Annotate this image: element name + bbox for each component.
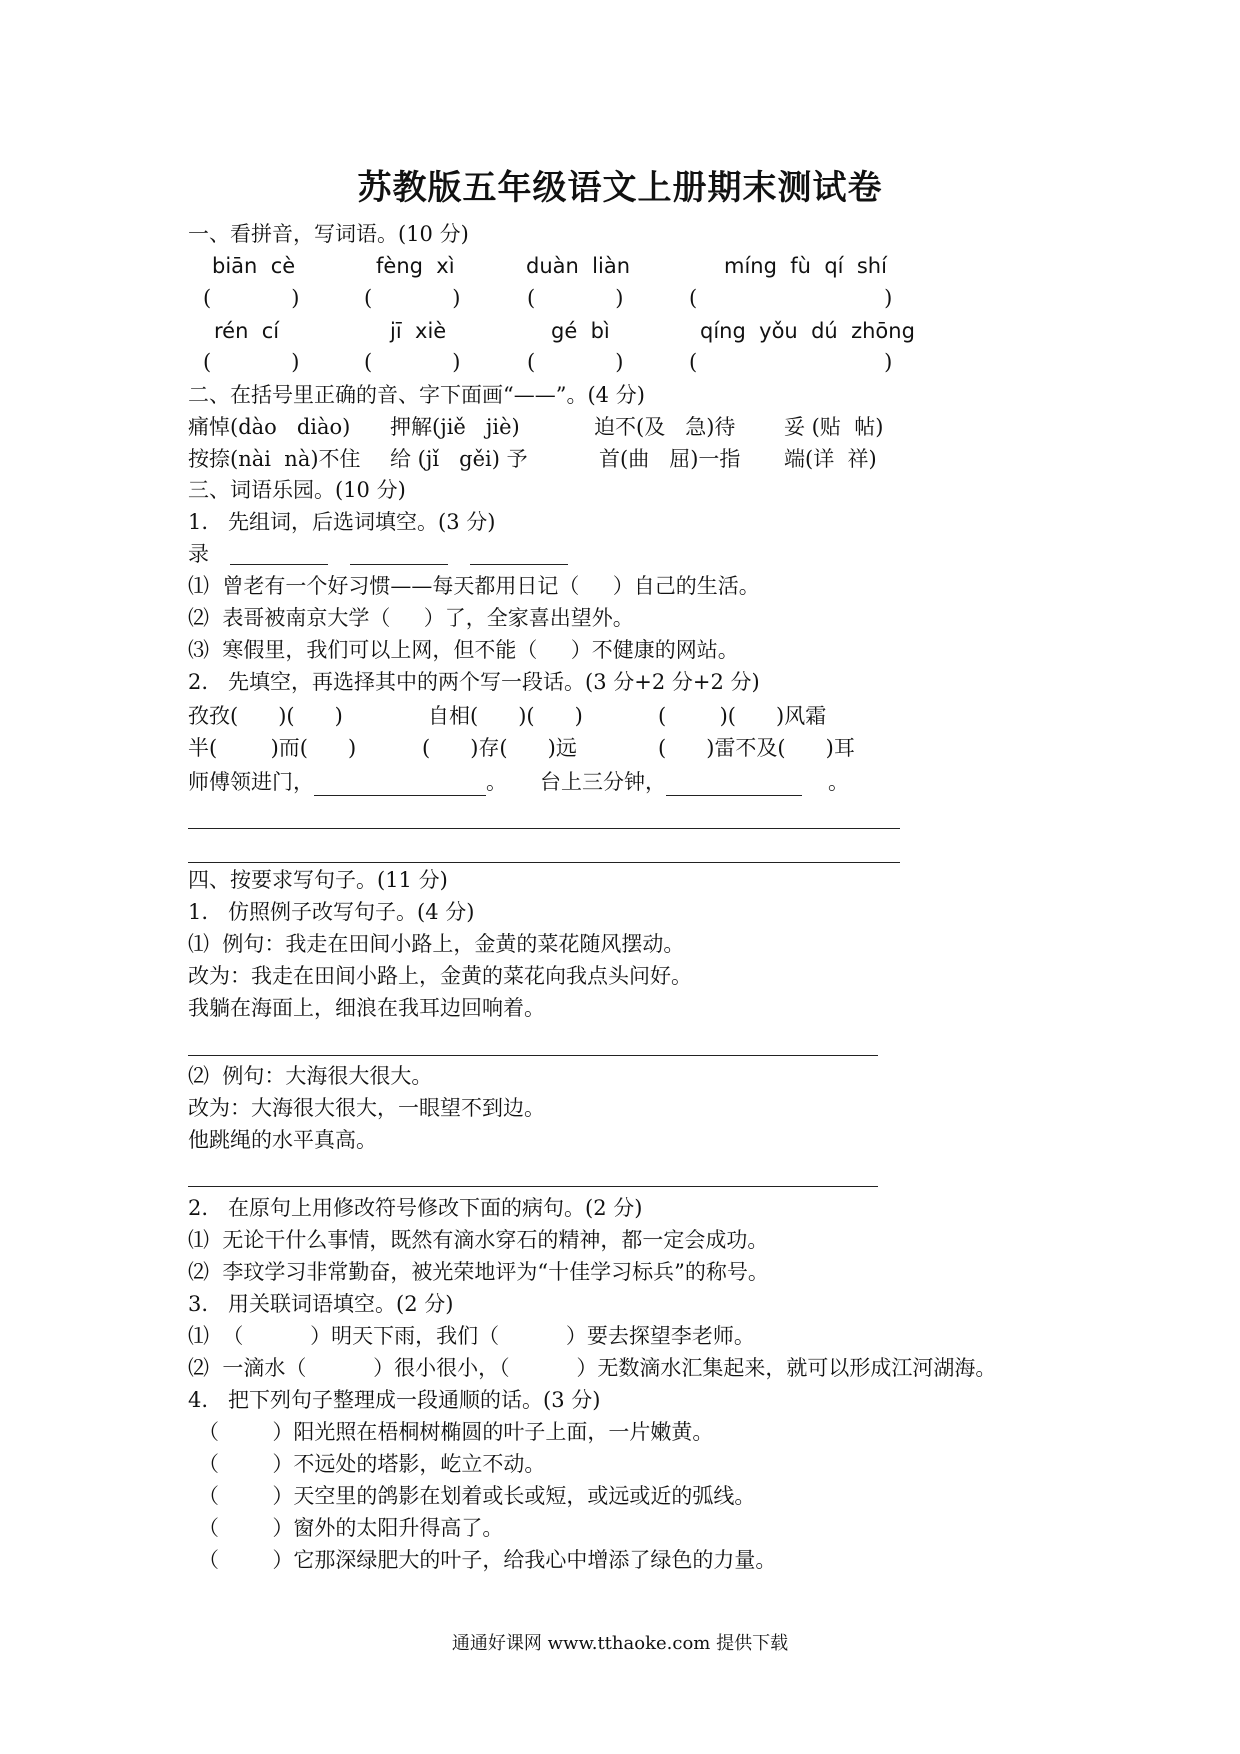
s4-q2-heading: 2. 在原句上用修改符号修改下面的病句。(2 分) <box>188 1196 643 1220</box>
s4-q4-item-4: （ ）窗外的太阳升得高了。 <box>198 1516 504 1540</box>
pinyin-2: fèng xì <box>376 254 455 278</box>
pinyin-6: jī xiè <box>390 319 447 343</box>
page-title: 苏教版五年级语文上册期末测试卷 <box>357 168 883 208</box>
s3-q1-char: 录 <box>188 542 209 566</box>
choice-1: 痛悼(dào diào) <box>188 415 351 439</box>
fill-period-2: 。 <box>828 770 849 794</box>
choice-3: 迫不(及 急)待 <box>594 415 736 439</box>
s4-q4-item-2: （ ）不远处的塔影，屹立不动。 <box>198 1452 546 1476</box>
s4-q4-item-5: （ ）它那深绿肥大的叶子，给我心中增添了绿色的力量。 <box>198 1548 777 1572</box>
answer-box-3[interactable]: ( ) <box>527 286 624 310</box>
s4-q2-item-2: ⑵ 李玟学习非常勤奋，被光荣地评为“十佳学习标兵”的称号。 <box>188 1260 769 1284</box>
word-blank-2[interactable] <box>350 564 448 565</box>
answer-box-5[interactable]: ( ) <box>203 350 300 374</box>
answer-box-7[interactable]: ( ) <box>527 350 624 374</box>
s4-q1-b-example: ⑵ 例句：大海很大很大。 <box>188 1064 433 1088</box>
fill-blank-1[interactable] <box>314 773 486 796</box>
fill-sentence-1-text: 师傅领进门， <box>188 770 314 794</box>
s4-q4-item-1: （ ）阳光照在梧桐树椭圆的叶子上面，一片嫩黄。 <box>198 1420 714 1444</box>
section-3-heading: 三、词语乐园。(10 分) <box>188 478 406 502</box>
pinyin-5: rén cí <box>214 319 280 343</box>
idiom-1: 孜孜( )( ) <box>188 704 343 728</box>
pinyin-3: duàn liàn <box>526 254 631 278</box>
section-4-heading: 四、按要求写句子。(11 分) <box>188 868 448 892</box>
s4-q1-a-change: 改为：我走在田间小路上，金黄的菜花向我点头问好。 <box>188 964 692 988</box>
s4-q1-b-change: 改为：大海很大很大，一眼望不到边。 <box>188 1096 545 1120</box>
s4-q3-heading: 3. 用关联词语填空。(2 分) <box>188 1292 454 1316</box>
choice-5: 按捺(nài nà)不住 <box>188 447 361 471</box>
answer-box-6[interactable]: ( ) <box>364 350 461 374</box>
fill-sentence-2 <box>540 768 849 796</box>
pinyin-1: biān cè <box>212 254 296 278</box>
idiom-6: ( )雷不及( )耳 <box>658 736 855 760</box>
s4-q3-item-2: ⑵ 一滴水（ ）很小很小，（ ）无数滴水汇集起来，就可以形成江河湖海。 <box>188 1356 997 1380</box>
s4-q1-heading: 1. 仿照例子改写句子。(4 分) <box>188 900 475 924</box>
page-footer: 通通好课网 www.tthaoke.com 提供下载 <box>451 1633 789 1654</box>
s4-q1-b-task: 他跳绳的水平真高。 <box>188 1128 377 1152</box>
s4-q4-heading: 4. 把下列句子整理成一段通顺的话。(3 分) <box>188 1388 601 1412</box>
choice-4: 妥 (贴 帖) <box>784 415 884 439</box>
writing-line-2[interactable] <box>188 862 900 863</box>
s4-q3-item-1: ⑴ （ ）明天下雨，我们（ ）要去探望李老师。 <box>188 1324 755 1348</box>
s3-q2-heading: 2. 先填空，再选择其中的两个写一段话。(3 分+2 分+2 分) <box>188 670 760 694</box>
answer-box-1[interactable]: ( ) <box>203 286 300 310</box>
choice-6: 给 (jǐ gěi) 予 <box>390 447 528 471</box>
writing-line-3[interactable] <box>188 1055 878 1056</box>
writing-line-1[interactable] <box>188 828 900 829</box>
fill-sentence-2-text: 台上三分钟， <box>540 770 666 794</box>
writing-line-4[interactable] <box>188 1186 878 1187</box>
section-2-heading: 二、在括号里正确的音、字下面画“——”。(4 分) <box>188 383 645 407</box>
choice-8: 端(详 祥) <box>784 447 877 471</box>
s3-q1-item-1: ⑴ 曾老有一个好习惯——每天都用日记（ ）自己的生活。 <box>188 574 760 598</box>
s3-q1-item-2: ⑵ 表哥被南京大学（ ）了，全家喜出望外。 <box>188 606 634 630</box>
idiom-3: ( )( )风霜 <box>658 704 827 728</box>
s3-q1-item-3: ⑶ 寒假里，我们可以上网，但不能（ ）不健康的网站。 <box>188 638 739 662</box>
pinyin-8: qíng yǒu dú zhōng <box>700 319 915 343</box>
idiom-5: ( )存( )远 <box>422 736 577 760</box>
answer-box-8[interactable]: ( ) <box>689 350 893 374</box>
idiom-2: 自相( )( ) <box>428 704 583 728</box>
fill-blank-2[interactable] <box>666 773 802 796</box>
choice-7: 首(曲 屈)一指 <box>599 447 741 471</box>
choice-2: 押解(jiě jiè) <box>390 415 520 439</box>
s4-q1-a-task: 我躺在海面上，细浪在我耳边回响着。 <box>188 996 545 1020</box>
s4-q4-item-3: （ ）天空里的鸽影在划着或长或短，或远或近的弧线。 <box>198 1484 756 1508</box>
s4-q2-item-1: ⑴ 无论干什么事情，既然有滴水穿石的精神，都一定会成功。 <box>188 1228 769 1252</box>
idiom-4: 半( )而( ) <box>188 736 357 760</box>
answer-box-4[interactable]: ( ) <box>689 286 893 310</box>
pinyin-7: gé bì <box>551 319 610 343</box>
s3-q1-heading: 1. 先组词，后选词填空。(3 分) <box>188 510 496 534</box>
answer-box-2[interactable]: ( ) <box>364 286 461 310</box>
word-blank-3[interactable] <box>470 564 568 565</box>
word-blank-1[interactable] <box>230 564 328 565</box>
pinyin-4: míng fù qí shí <box>724 254 887 278</box>
fill-sentence-1 <box>188 768 507 796</box>
section-1-heading: 一、看拼音，写词语。(10 分) <box>188 222 469 246</box>
s4-q1-a-example: ⑴ 例句：我走在田间小路上，金黄的菜花随风摆动。 <box>188 932 685 956</box>
fill-period-1: 。 <box>486 770 507 794</box>
